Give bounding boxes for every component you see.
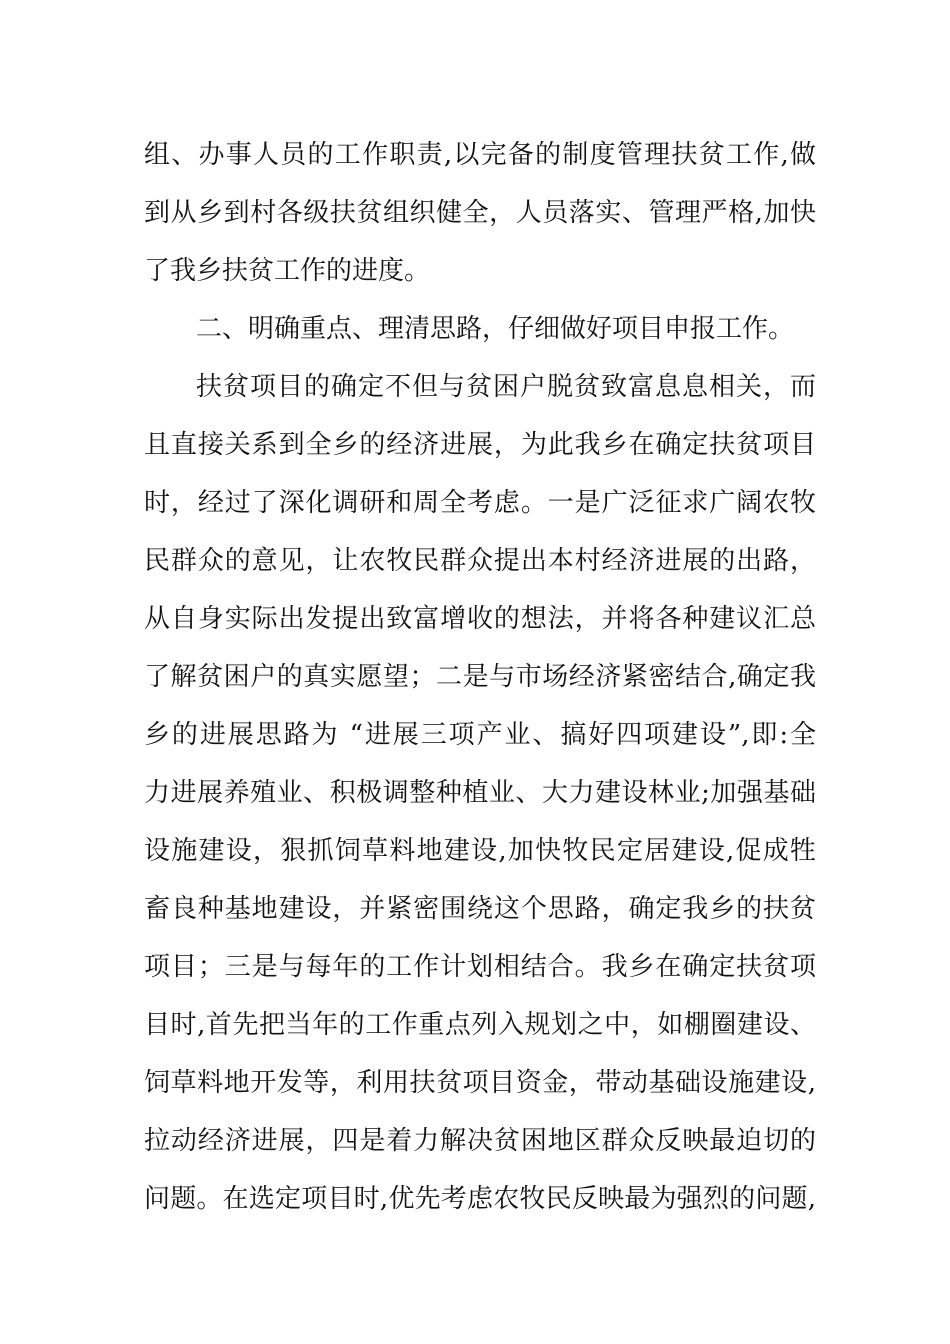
text-line: 且直接关系到全乡的经济进展，为此我乡在确定扶贫项目 [144, 430, 816, 460]
document-body [144, 126, 816, 1228]
text-line: 组、办事人员的工作职责,以完备的制度管理扶贫工作,做 [144, 140, 816, 170]
text-line: 了解贫困户的真实愿望；二是与市场经济紧密结合,确定我 [144, 662, 816, 692]
text-line: 设施建设，狠抓饲草料地建设,加快牧民定居建设,促成牲 [144, 836, 816, 866]
text-line: 到从乡到村各级扶贫组织健全，人员落实、管理严格,加快 [144, 198, 816, 228]
text-line: 饲草料地开发等，利用扶贫项目资金，带动基础设施建设, [144, 1068, 816, 1098]
text-line: 力进展养殖业、积极调整种植业、大力建设林业;加强基础 [144, 778, 816, 808]
text-line: 二、明确重点、理清思路，仔细做好项目申报工作。 [196, 314, 795, 344]
text-line: 乡的进展思路为 “进展三项产业、搞好四项建设”,即:全 [144, 720, 816, 750]
text-line: 目时,首先把当年的工作重点列入规划之中，如棚圈建设、 [144, 1010, 816, 1040]
text-line: 拉动经济进展，四是着力解决贫困地区群众反映最迫切的 [144, 1126, 816, 1156]
text-line: 民群众的意见，让农牧民群众提出本村经济进展的出路， [144, 546, 816, 576]
text-line: 问题。在选定项目时,优先考虑农牧民反映最为强烈的问题, [144, 1184, 816, 1214]
text-line: 从自身实际出发提出致富增收的想法，并将各种建议汇总 [144, 604, 816, 634]
text-line: 项目；三是与每年的工作计划相结合。我乡在确定扶贫项 [144, 952, 816, 982]
text-line: 时，经过了深化调研和周全考虑。一是广泛征求广阔农牧 [144, 488, 816, 518]
text-line: 扶贫项目的确定不但与贫困户脱贫致富息息相关，而 [196, 372, 816, 402]
text-line: 了我乡扶贫工作的进度。 [144, 256, 431, 286]
text-line: 畜良种基地建设，并紧密围绕这个思路，确定我乡的扶贫 [144, 894, 816, 924]
